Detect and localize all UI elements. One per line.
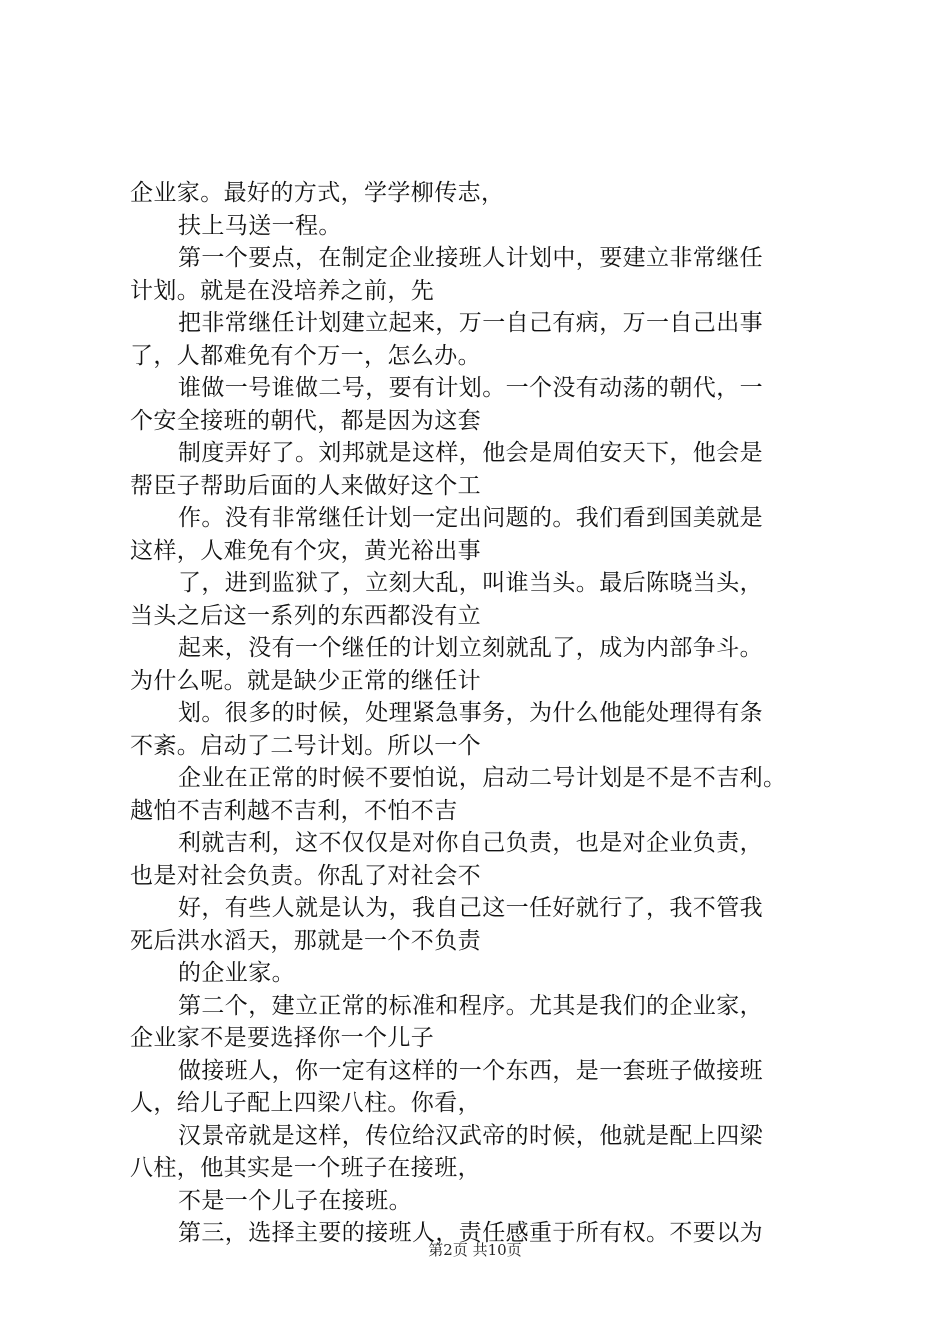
text-line: 企业在正常的时候不要怕说，启动二号计划是不是不吉利。 bbox=[178, 765, 787, 791]
text-line: 了，人都难免有个万一，怎么办。 bbox=[130, 342, 481, 369]
text-line: 为什么呢。就是缺少正常的继任计 bbox=[130, 667, 481, 694]
text-line: 利就吉利，这不仅仅是对你自己负责，也是对企业负责， bbox=[178, 830, 763, 856]
page-footer: 第2页 共10页 bbox=[428, 1241, 522, 1259]
text-line: 个安全接班的朝代，都是因为这套 bbox=[130, 407, 481, 434]
text-line: 第一个要点，在制定企业接班人计划中，要建立非常继任 bbox=[178, 245, 763, 271]
text-line: 不是一个儿子在接班。 bbox=[178, 1187, 412, 1214]
text-line: 人，给儿子配上四梁八柱。你看， bbox=[130, 1090, 481, 1116]
text-line: 第二个，建立正常的标准和程序。尤其是我们的企业家， bbox=[178, 992, 763, 1019]
text-line: 也是对社会负责。你乱了对社会不 bbox=[130, 862, 481, 889]
text-line: 把非常继任计划建立起来，万一自己有病，万一自己出事 bbox=[178, 310, 763, 336]
text-line: 了，进到监狱了，立刻大乱，叫谁当头。最后陈晓当头， bbox=[178, 570, 763, 596]
text-line: 好，有些人就是认为，我自己这一任好就行了，我不管我 bbox=[178, 895, 763, 921]
text-line: 作。没有非常继任计划一定出问题的。我们看到国美就是 bbox=[178, 505, 763, 531]
text-line: 计划。就是在没培养之前，先 bbox=[130, 277, 435, 304]
text-line: 帮臣子帮助后面的人来做好这个工 bbox=[130, 472, 481, 499]
text-line: 这样，人难免有个灾，黄光裕出事 bbox=[130, 537, 481, 564]
document-body bbox=[130, 177, 830, 1250]
text-line: 不紊。启动了二号计划。所以一个 bbox=[130, 732, 481, 759]
text-line: 制度弄好了。刘邦就是这样，他会是周伯安天下，他会是 bbox=[178, 440, 763, 466]
text-line: 起来，没有一个继任的计划立刻就乱了，成为内部争斗。 bbox=[178, 635, 763, 661]
text-line: 谁做一号谁做二号，要有计划。一个没有动荡的朝代，一 bbox=[178, 375, 763, 401]
text-line: 划。很多的时候，处理紧急事务，为什么他能处理得有条 bbox=[178, 700, 763, 726]
text-line: 汉景帝就是这样，传位给汉武帝的时候，他就是配上四梁 bbox=[178, 1122, 763, 1149]
text-line: 做接班人，你一定有这样的一个东西，是一套班子做接班 bbox=[178, 1057, 763, 1084]
text-line: 企业家。最好的方式，学学柳传志， bbox=[130, 180, 505, 206]
text-line: 的企业家。 bbox=[178, 960, 295, 986]
text-line: 死后洪水滔天，那就是一个不负责 bbox=[130, 927, 481, 954]
text-line: 当头之后这一系列的东西都没有立 bbox=[130, 602, 481, 629]
text-line: 企业家不是要选择你一个儿子 bbox=[130, 1025, 435, 1051]
text-line: 八柱，他其实是一个班子在接班， bbox=[130, 1155, 481, 1181]
text-line: 越怕不吉利越不吉利，不怕不吉 bbox=[130, 797, 458, 824]
text-line: 第三，选择主要的接班人，责任感重于所有权。不要以为 bbox=[178, 1220, 763, 1246]
text-line: 扶上马送一程。 bbox=[178, 212, 342, 239]
